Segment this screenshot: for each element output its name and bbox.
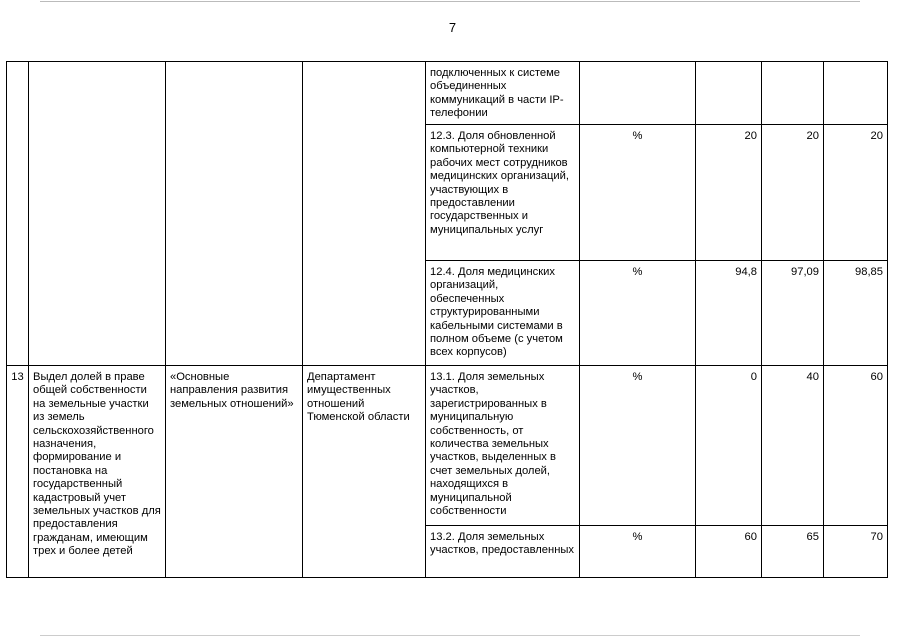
unit-cell: %	[580, 366, 696, 526]
row-number-cell: 13	[7, 366, 29, 578]
page-number: 7	[448, 20, 457, 35]
value-cell-3: 20	[824, 125, 888, 261]
executor-cell	[303, 62, 426, 366]
value-cell-3	[824, 62, 888, 125]
unit-cell: %	[580, 526, 696, 578]
table-row	[7, 366, 888, 526]
unit-cell: %	[580, 261, 696, 366]
indicator-cell: подключенных к системе объединенных коммуникаций в части IP-телефонии	[426, 62, 580, 125]
program-cell	[166, 62, 303, 366]
measure-cell	[29, 62, 166, 366]
indicator-cell: 13.1. Доля земельных участков, зарегистрированных в муниципальную собственность, от количества земельных участков, выделенных в счет земельных долей, находящихся в муниципальной собственности	[426, 366, 580, 526]
indicator-cell: 12.4. Доля медицинских организаций, обеспеченных структурированными кабельными системами в полном объеме (с учетом всех корпусов)	[426, 261, 580, 366]
value-cell-1: 0	[696, 366, 762, 526]
value-cell-1: 60	[696, 526, 762, 578]
indicator-cell: 13.2. Доля земельных участков, предоставленных	[426, 526, 580, 578]
scan-edge-bottom	[40, 635, 860, 636]
value-cell-3: 60	[824, 366, 888, 526]
row-number-cell	[7, 62, 29, 366]
value-cell-2: 65	[762, 526, 824, 578]
value-cell-1: 20	[696, 125, 762, 261]
program-cell: «Основные направления развития земельных отношений»	[166, 366, 303, 578]
unit-cell	[580, 62, 696, 125]
indicators-table	[6, 61, 888, 578]
value-cell-2: 40	[762, 366, 824, 526]
value-cell-2: 97,09	[762, 261, 824, 366]
value-cell-1	[696, 62, 762, 125]
value-cell-2	[762, 62, 824, 125]
value-cell-3: 98,85	[824, 261, 888, 366]
scan-edge-top	[40, 1, 860, 2]
value-cell-1: 94,8	[696, 261, 762, 366]
executor-cell: Департамент имущественных отношений Тюменской области	[303, 366, 426, 578]
measure-cell: Выдел долей в праве общей собственности на земельные участки из земель сельскохозяйственного назначения, формирование и постановка на государственный кадастровый учет земельных участков для предоставления гражданам, имеющим трех и более детей	[29, 366, 166, 578]
value-cell-2: 20	[762, 125, 824, 261]
value-cell-3: 70	[824, 526, 888, 578]
unit-cell: %	[580, 125, 696, 261]
indicator-cell: 12.3. Доля обновленной компьютерной техники рабочих мест сотрудников медицинских организаций, участвующих в предоставлении государственных и муниципальных услуг	[426, 125, 580, 261]
table-row	[7, 62, 888, 125]
